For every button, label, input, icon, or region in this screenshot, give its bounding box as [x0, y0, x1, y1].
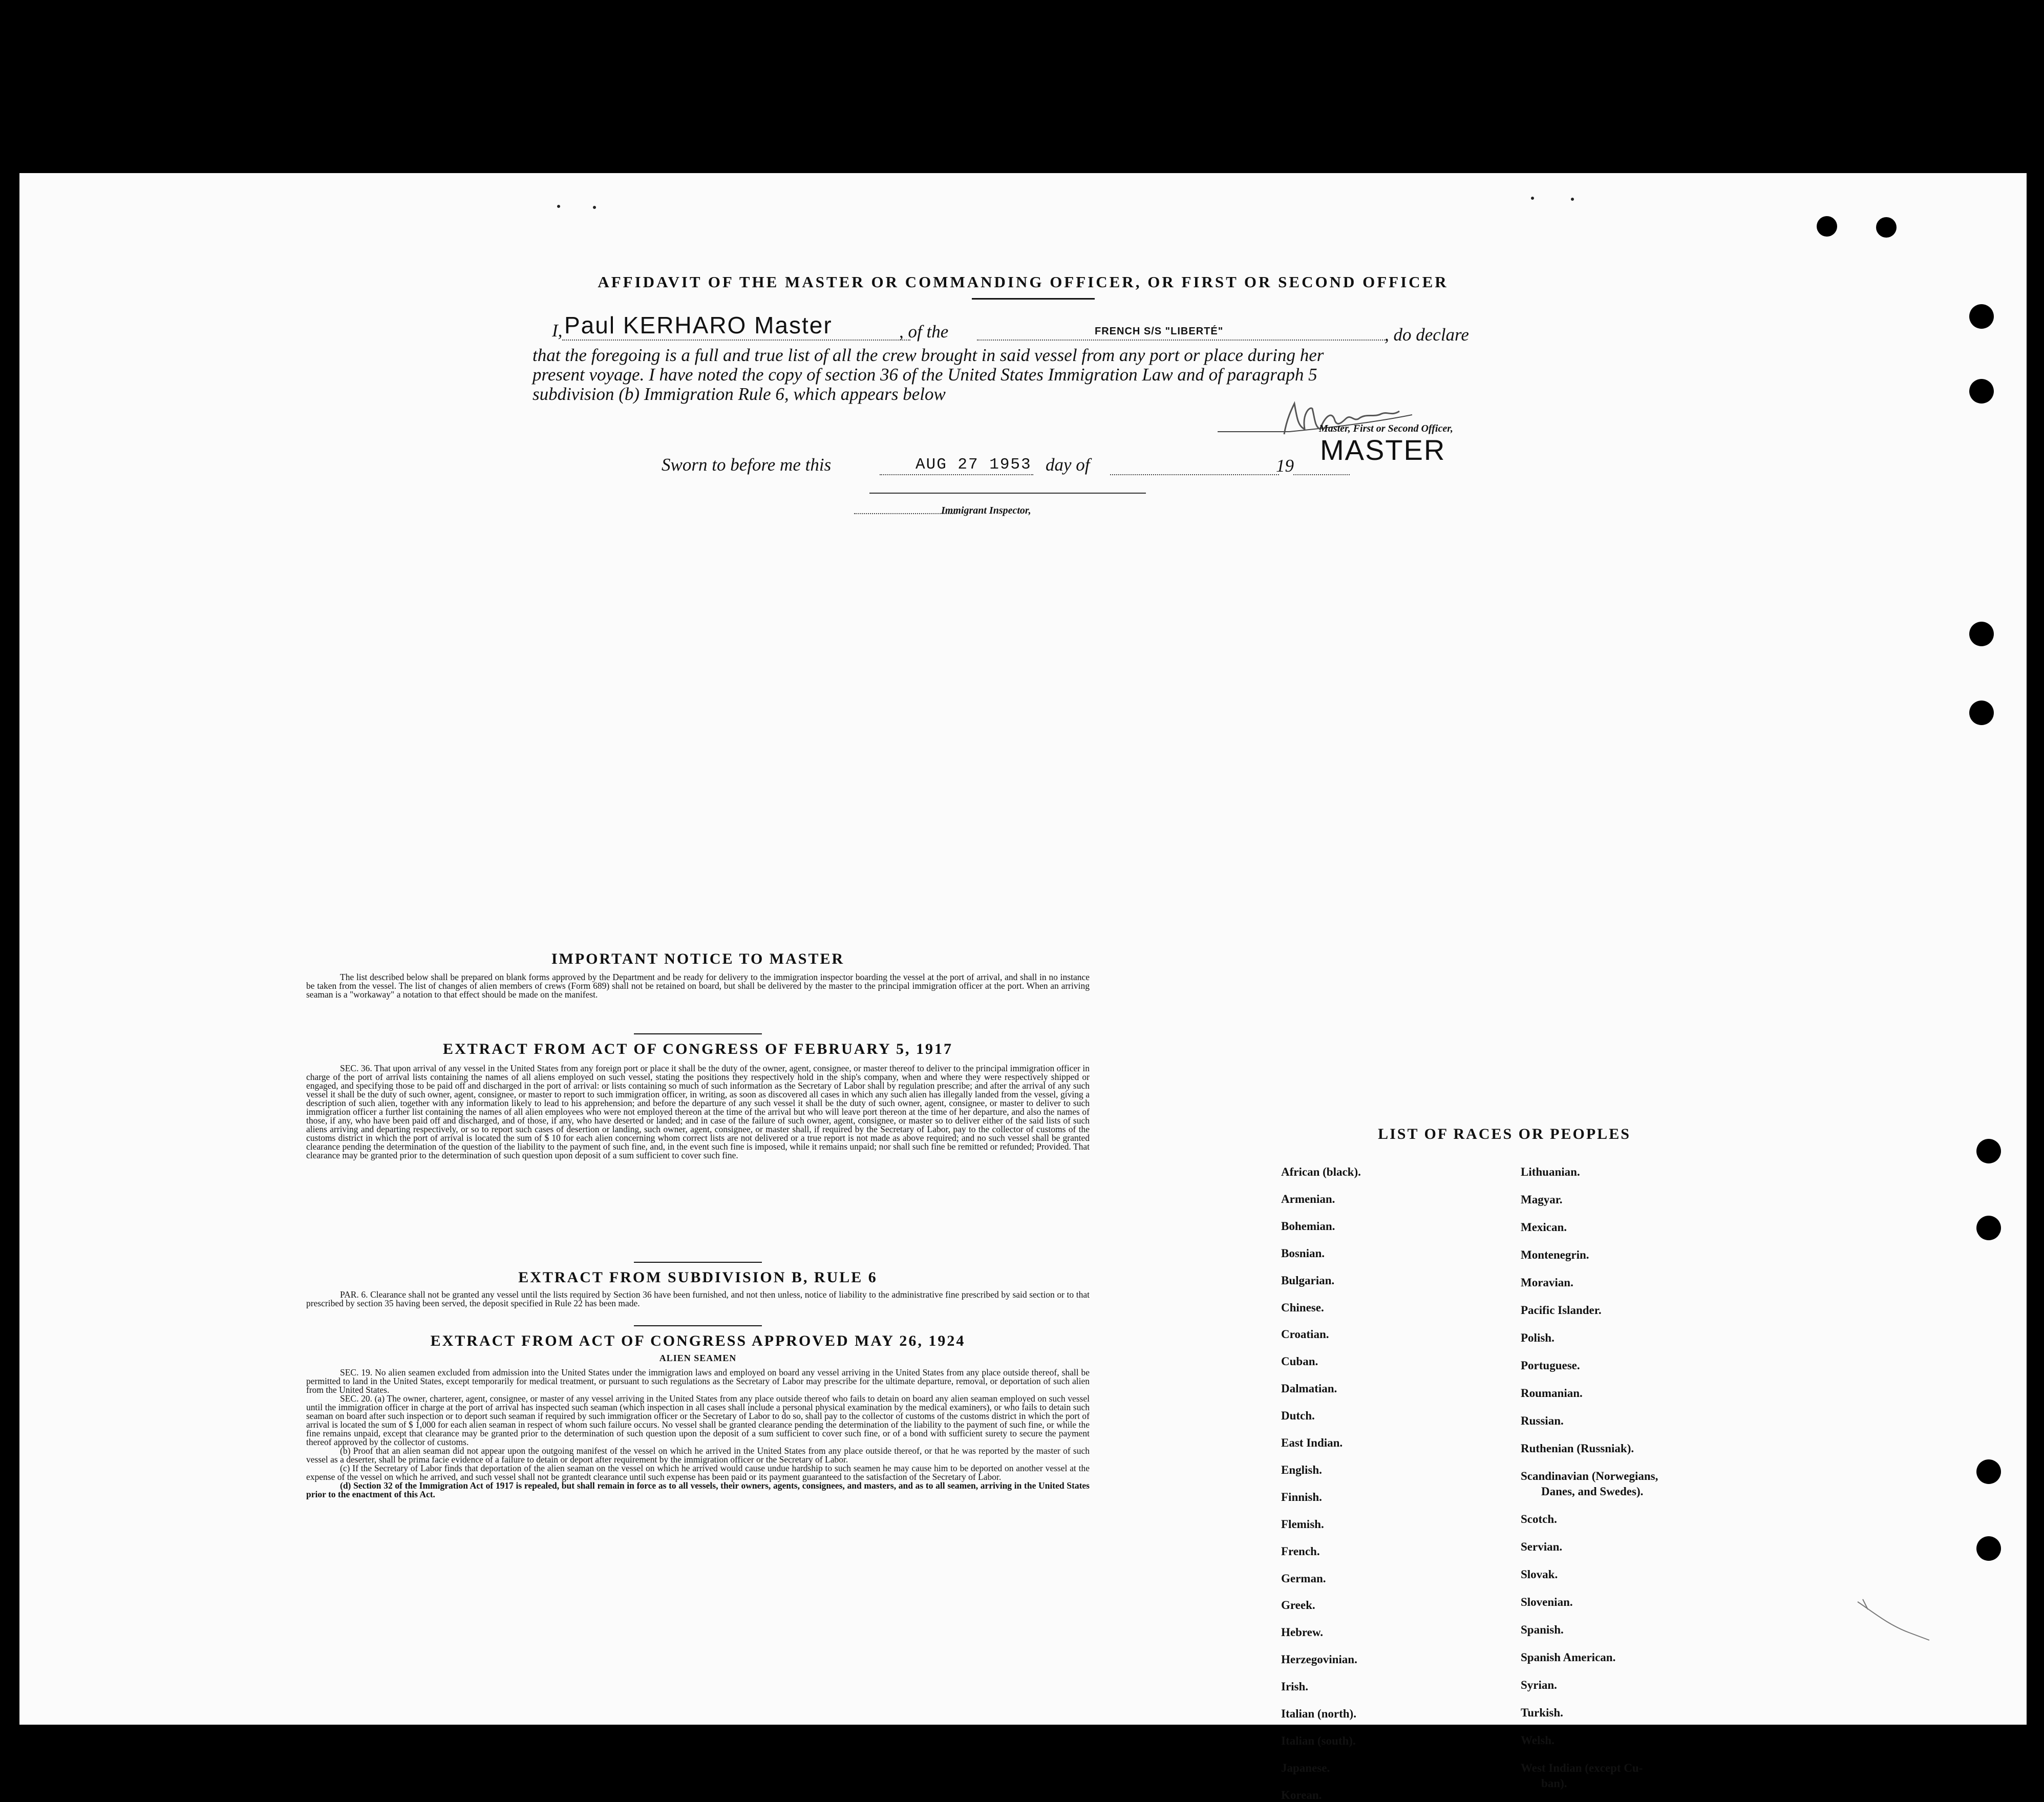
extract-1924-paragraph: SEC. 19. No alien seamen excluded from admission into the United States under the immigration laws and employed on board any vessel arriving in the United States from any place outside thereof, shall be permitted to land in the United States, except temporarily for medical treatment, or pursuant to such regulations as the Secretary of Labor may prescribe for the ultimate departure, removal, or deportation of such alien from the United States. [306, 1367, 1090, 1395]
race-item: Mexican. [1521, 1221, 1567, 1234]
race-item: Hebrew. [1281, 1626, 1323, 1639]
race-item: Herzegovinian. [1281, 1653, 1357, 1666]
punch-hole [1969, 622, 1994, 646]
sworn-text: Sworn to before me this [662, 455, 832, 475]
inspector-signature-line [869, 493, 1146, 494]
speck [1571, 198, 1574, 201]
races-title: LIST OF RACES OR PEOPLES [1378, 1126, 1631, 1142]
extract-1924-title: EXTRACT FROM ACT OF CONGRESS APPROVED MAY 26, 1924 [430, 1332, 966, 1349]
race-item: Turkish. [1521, 1706, 1563, 1719]
divider [634, 1325, 762, 1326]
punch-hole [1817, 216, 1837, 237]
race-item: Dutch. [1281, 1409, 1315, 1422]
extract-1924-text [306, 1368, 1090, 1499]
punch-hole [1976, 1139, 2001, 1163]
race-item: Finnish. [1281, 1491, 1322, 1503]
race-item: Chinese. [1281, 1301, 1324, 1314]
race-item: Dalmatian. [1281, 1382, 1337, 1395]
race-item: Spanish. [1521, 1623, 1564, 1636]
divider [634, 1262, 762, 1263]
date-line [880, 474, 1033, 475]
year-prefix: 19 [1276, 456, 1294, 476]
race-item: Italian (south). [1281, 1734, 1356, 1747]
of-the-text: , of the [899, 322, 949, 342]
race-item: Servian. [1521, 1540, 1563, 1553]
vessel-line [977, 340, 1387, 341]
pencil-mark [1853, 1597, 1934, 1643]
do-declare-text: , do declare [1385, 325, 1469, 345]
day-of-text: day of [1046, 455, 1090, 475]
race-item: Cuban. [1281, 1355, 1318, 1368]
race-item: Welsh. [1521, 1734, 1555, 1747]
speck [1531, 197, 1534, 200]
extract-1924-paragraph: (b) Proof that an alien seaman did not appear upon the outgoing manifest of the vessel on which he arrived in the United States from any place outside thereof, or that he was reported by the master of such vessel as a deserter, shall be prima facie evidence of a failure to detain or deport after requirement by the immigration officer or the Secretary of Labor. [306, 1446, 1090, 1465]
declaration-line-2: that the foregoing is a full and true list of all the crew brought in said vessel from any port or place during her [533, 345, 1324, 365]
affidavit-title: AFFIDAVIT OF THE MASTER OR COMMANDING OFFICER, OR FIRST OR SECOND OFFICER [598, 273, 1449, 291]
master-name: Paul KERHARO Master [564, 312, 833, 338]
extract-1924-paragraph: SEC. 20. (a) The owner, charterer, agent, consignee, or master of any vessel arriving in the United States from any place outside thereof who fails to detain on board any alien seaman employed on such vessel until the immigration officer in charge at the port of arrival has inspected such seaman (which inspection in all cases shall include a personal physical examination by the medical examiners), or who fails to detain such seaman on board after such inspection or to deport such seaman if required by such immigration officer or the Secretary of Labor to do so, shall pay to the collector of customs of the customs district in which the port of arrival is located the sum of $ 1,000 for each alien seaman in respect of whom such failure occurs. No vessel shall be granted clearance pending the determination of the liability to the payment of such fine, or while the fine remains unpaid, except that clearance may be granted prior to the determination of such question upon the deposit of a sum sufficient to cover such fine, or of a bond with sufficient surety to secure the payment thereof approved by the collector of customs. [306, 1393, 1090, 1447]
punch-hole [1969, 304, 1994, 329]
punch-hole [1976, 1216, 2001, 1240]
extract-1924-paragraph: (d) Section 32 of the Immigration Act of 1917 is repealed, but shall remain in force as to all vessels, their owners, agents, consignees, and masters, and as to all seamen, arriving in the United States prior to the enactment of this Act. [306, 1480, 1090, 1499]
race-item: Danes, and Swedes). [1541, 1485, 1644, 1498]
extract-1924-subtitle: ALIEN SEAMEN [659, 1353, 737, 1363]
divider [972, 298, 1095, 300]
declaration-line-3: present voyage. I have noted the copy of section 36 of the United States Immigration Law and of paragraph 5 [533, 365, 1317, 385]
race-item: French. [1281, 1545, 1320, 1558]
punch-hole [1969, 701, 1994, 725]
vessel-stamp: FRENCH S/S "LIBERTÉ" [1095, 326, 1224, 337]
notice-text: The list described below shall be prepared on blank forms approved by the Department and be ready for delivery to the immigration inspector boarding the vessel at the port of arrival, and shall in no instance be taken from the vessel. The list of changes of alien members of crews (Form 689) shall not be retained on board, but shall be delivered by the master to the principal immigration officer at the port. When an arriving seaman is a "workaway" a notation to that effect should be made on the manifest. [306, 972, 1090, 1000]
race-item: Greek. [1281, 1599, 1315, 1612]
race-item: Syrian. [1521, 1679, 1557, 1691]
affidavit-i: I, [552, 321, 563, 341]
race-item: Roumanian. [1521, 1387, 1583, 1400]
race-item: Moravian. [1521, 1276, 1573, 1289]
race-item: African (black). [1281, 1165, 1361, 1178]
race-item: German. [1281, 1572, 1326, 1585]
speck [593, 206, 596, 209]
race-item: Slovenian. [1521, 1596, 1573, 1608]
month-line [1110, 474, 1279, 475]
race-item: Armenian. [1281, 1193, 1335, 1205]
race-item: Scotch. [1521, 1513, 1557, 1525]
race-item: Pacific Islander. [1521, 1304, 1602, 1317]
year-line [1293, 474, 1350, 475]
inspector-label: Immigrant Inspector, [941, 505, 1031, 516]
punch-hole [1976, 1536, 2001, 1561]
notice-title: IMPORTANT NOTICE TO MASTER [551, 950, 845, 967]
race-item: Portuguese. [1521, 1359, 1580, 1372]
race-item: Flemish. [1281, 1518, 1324, 1531]
extract-rule6-title: EXTRACT FROM SUBDIVISION B, RULE 6 [518, 1269, 878, 1286]
race-item: Scandinavian (Norwegians, [1521, 1470, 1658, 1482]
name-line [562, 340, 910, 341]
race-item: Bosnian. [1281, 1247, 1325, 1260]
extract-rule6-text: PAR. 6. Clearance shall not be granted any vessel until the lists required by Section 36 have been furnished, and not then unless, notice of liability to the administrative fine prescribed by said section or to that prescribed by section 35 having been served, the deposit specified in Rule 22 has been made. [306, 1289, 1090, 1308]
declaration-line-4: subdivision (b) Immigration Rule 6, which appears below [533, 384, 946, 404]
race-item: Russian. [1521, 1414, 1564, 1427]
race-item: Italian (north). [1281, 1707, 1356, 1720]
punch-hole [1969, 379, 1994, 404]
officer-stamp: MASTER [1320, 434, 1446, 466]
race-item: ban). [1541, 1777, 1567, 1790]
punch-hole [1976, 1459, 2001, 1484]
race-item: English. [1281, 1464, 1322, 1476]
race-item: Korean. [1281, 1789, 1322, 1801]
race-item: Bohemian. [1281, 1220, 1335, 1233]
extract-1917-text: SEC. 36. That upon arrival of any vessel in the United States from any foreign port or place it shall be the duty of the owner, agent, consignee, or master thereof to deliver to the principal immigration officer in charge of the port of arrival lists containing the names of all aliens employed on such vessel, stating the positions they respectively hold in the ship's company, when and where they were respectively shipped or engaged, and specifying those to be paid off and discharged in the port of arrival: or lists containing so much of such information as the Secretary of Labor shall by regulation prescribe; and after the arrival of any such vessel it shall be the duty of such owner, agent, consignee, or master to report to such immigration officer, in writing, as soon as discovered all cases in which any such alien has illegally landed from the vessel, giving a description of such alien, together with any information likely to lead to his apprehension; and before the departure of any such vessel it shall be the duty of such owner, agent, consignee, or master to deliver to such immigration officer a further list containing the names of all alien employees who were not employed thereon at the time of the arrival but who will leave port thereon at the time of her departure, and also the names of those, if any, who have been paid off and discharged, and of those, if any, who have deserted or landed; and in case of the failure of such owner, agent, consignee, or master so to deliver either of the said lists of such aliens arriving and departing respectively, or so to report such cases of desertion or landing, such owner, agent, consignee, or master shall, if required by the Secretary of Labor, pay to the collector of customs of the customs district in which the port of arrival is located the sum of $ 10 for each alien concerning whom correct lists are not delivered or a true report is not made as above required; and no such vessel shall be granted clearance pending the determination of the question of the liability to the payment of such fine, and, in the event such fine is imposed, while it remains unpaid; nor shall such fine be remitted or refunded; Provided. That clearance may be granted prior to the determination of such question upon deposit of a sum sufficient to cover such fine. [306, 1063, 1090, 1160]
document-page [19, 173, 2027, 1801]
extract-1917-title: EXTRACT FROM ACT OF CONGRESS OF FEBRUARY 5, 1917 [442, 1041, 953, 1057]
race-item: Irish. [1281, 1680, 1309, 1693]
race-item: Lithuanian. [1521, 1165, 1580, 1178]
race-item: Ruthenian (Russniak). [1521, 1442, 1634, 1455]
race-item: Japanese. [1281, 1762, 1330, 1774]
speck [557, 205, 560, 208]
race-item: Bulgarian. [1281, 1274, 1335, 1287]
punch-hole [1876, 217, 1897, 238]
race-item: Magyar. [1521, 1193, 1563, 1206]
race-item: Croatian. [1281, 1328, 1329, 1341]
divider [634, 1033, 762, 1034]
officer-label: Master, First or Second Officer, [1319, 423, 1453, 434]
race-item: Montenegrin. [1521, 1248, 1589, 1261]
sworn-date: AUG 27 1953 [915, 456, 1032, 474]
extract-1924-paragraph: (c) If the Secretary of Labor finds that deportation of the alien seaman on the vessel on which he arrived would cause undue hardship to such seamen he may cause him to be deported on another vessel at the expense of the vessel on which he arrived, and such vessel shall not be grantedt clearance until such expense has been paid or its payment guaranteed to the satisfaction of the Secretary of Labor. [306, 1463, 1090, 1482]
race-item: East Indian. [1281, 1436, 1343, 1449]
race-item: Spanish American. [1521, 1651, 1616, 1664]
race-item: West Indian (except Cu- [1521, 1762, 1643, 1774]
race-item: Slovak. [1521, 1568, 1558, 1581]
race-item: Polish. [1521, 1331, 1555, 1344]
